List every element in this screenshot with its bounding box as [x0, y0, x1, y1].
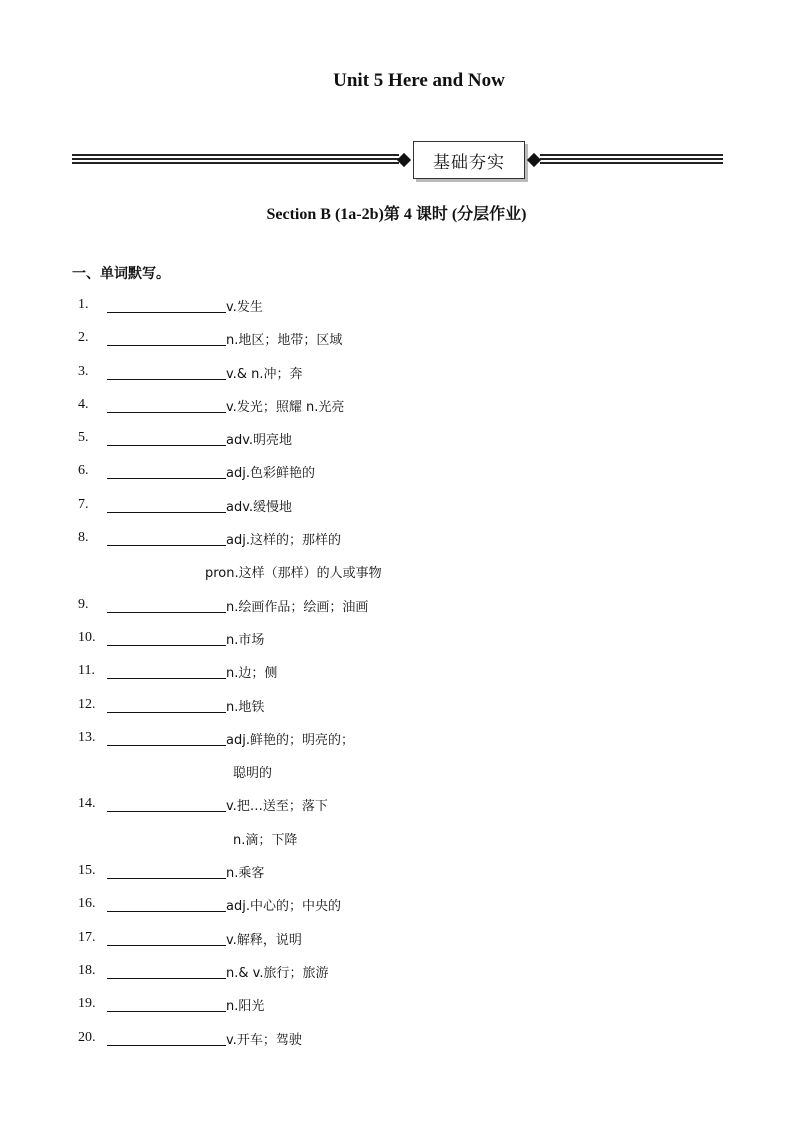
item-number: 2. — [78, 330, 89, 346]
list-item-continuation — [0, 821, 793, 854]
banner-rule-left — [72, 154, 399, 164]
section-banner — [72, 141, 723, 183]
exercise-heading: 一、单词默写。 — [72, 266, 170, 282]
answer-blank[interactable] — [107, 496, 226, 513]
definition-text: adj.色彩鲜艳的 — [226, 466, 315, 482]
item-number: 18. — [78, 962, 96, 978]
list-item — [0, 654, 793, 687]
answer-blank[interactable] — [107, 596, 226, 613]
list-item — [0, 488, 793, 521]
item-number: 6. — [78, 463, 89, 479]
list-item — [0, 854, 793, 887]
item-number: 15. — [78, 863, 96, 879]
definition-text: v.发光；照耀 n.光亮 — [226, 399, 345, 415]
list-item — [0, 887, 793, 920]
list-item-continuation — [0, 554, 793, 587]
page-title: Unit 5 Here and Now — [333, 70, 505, 91]
list-item — [0, 288, 793, 321]
answer-blank[interactable] — [107, 329, 226, 346]
answer-blank[interactable] — [107, 529, 226, 546]
item-number: 14. — [78, 796, 96, 812]
list-item — [0, 588, 793, 621]
list-item — [0, 321, 793, 354]
definition-text: adv.缓慢地 — [226, 499, 293, 515]
definition-text: v.& n.冲；奔 — [226, 366, 303, 382]
answer-blank[interactable] — [107, 462, 226, 479]
definition-text: n.乘客 — [226, 866, 265, 882]
item-number: 10. — [78, 629, 96, 645]
section-title: Section B (1a-2b)第 4 课时 (分层作业) — [266, 206, 527, 223]
banner-rule-right — [540, 154, 723, 164]
answer-blank[interactable] — [107, 795, 226, 812]
item-number: 1. — [78, 297, 89, 312]
item-number: 7. — [78, 496, 89, 512]
list-item-continuation — [0, 754, 793, 787]
list-item — [0, 1021, 793, 1054]
item-number: 3. — [78, 363, 89, 379]
definition-text: adj.中心的；中央的 — [226, 899, 341, 915]
definition-text: adv.明亮地 — [226, 433, 293, 449]
answer-blank[interactable] — [107, 396, 226, 413]
definition-text: v.解释，说明 — [226, 932, 302, 948]
definition-text: n.& v.旅行；旅游 — [226, 965, 329, 981]
answer-blank[interactable] — [107, 296, 226, 313]
definition-text: v.开车；驾驶 — [226, 1032, 302, 1048]
definition-text: adj.鲜艳的；明亮的； — [226, 732, 354, 748]
answer-blank[interactable] — [107, 429, 226, 446]
item-number: 12. — [78, 696, 96, 712]
list-item — [0, 421, 793, 454]
item-number: 5. — [78, 430, 89, 446]
list-item — [0, 388, 793, 421]
item-number: 20. — [78, 1029, 96, 1045]
item-number: 4. — [78, 396, 89, 412]
definition-text: n.滴；下降 — [233, 832, 298, 848]
definition-text: n.地区；地带；区域 — [226, 333, 343, 349]
definition-text: n.地铁 — [226, 699, 265, 715]
list-item — [0, 721, 793, 754]
list-item — [0, 454, 793, 487]
answer-blank[interactable] — [107, 662, 226, 679]
answer-blank[interactable] — [107, 729, 226, 746]
item-number: 9. — [78, 596, 89, 612]
answer-blank[interactable] — [107, 862, 226, 879]
definition-text: adj.这样的；那样的 — [226, 533, 341, 549]
answer-blank[interactable] — [107, 995, 226, 1012]
definition-text: pron.这样（那样）的人或事物 — [205, 566, 382, 582]
vocabulary-list — [0, 288, 793, 1054]
answer-blank[interactable] — [107, 929, 226, 946]
list-item — [0, 987, 793, 1020]
item-number: 11. — [78, 663, 95, 679]
list-item — [0, 954, 793, 987]
definition-text: n.绘画作品；绘画；油画 — [226, 599, 369, 615]
list-item — [0, 688, 793, 721]
definition-text: v.发生 — [226, 300, 263, 315]
list-item — [0, 355, 793, 388]
answer-blank[interactable] — [107, 629, 226, 646]
list-item — [0, 921, 793, 954]
answer-blank[interactable] — [107, 696, 226, 713]
definition-text: 聪明的 — [233, 766, 273, 782]
definition-text: v.把…送至；落下 — [226, 799, 328, 815]
answer-blank[interactable] — [107, 363, 226, 380]
definition-text: n.边；侧 — [226, 666, 278, 682]
banner-label: 基础夯实 — [413, 141, 525, 179]
item-number: 13. — [78, 729, 96, 745]
definition-text: n.市场 — [226, 632, 265, 648]
list-item — [0, 621, 793, 654]
definition-text: n.阳光 — [226, 999, 265, 1015]
list-item — [0, 787, 793, 820]
item-number: 8. — [78, 530, 89, 546]
answer-blank[interactable] — [107, 895, 226, 912]
diamond-icon — [397, 153, 411, 167]
item-number: 19. — [78, 996, 96, 1012]
item-number: 16. — [78, 896, 96, 912]
answer-blank[interactable] — [107, 1029, 226, 1046]
item-number: 17. — [78, 929, 96, 945]
list-item — [0, 521, 793, 554]
answer-blank[interactable] — [107, 962, 226, 979]
diamond-icon — [527, 153, 541, 167]
